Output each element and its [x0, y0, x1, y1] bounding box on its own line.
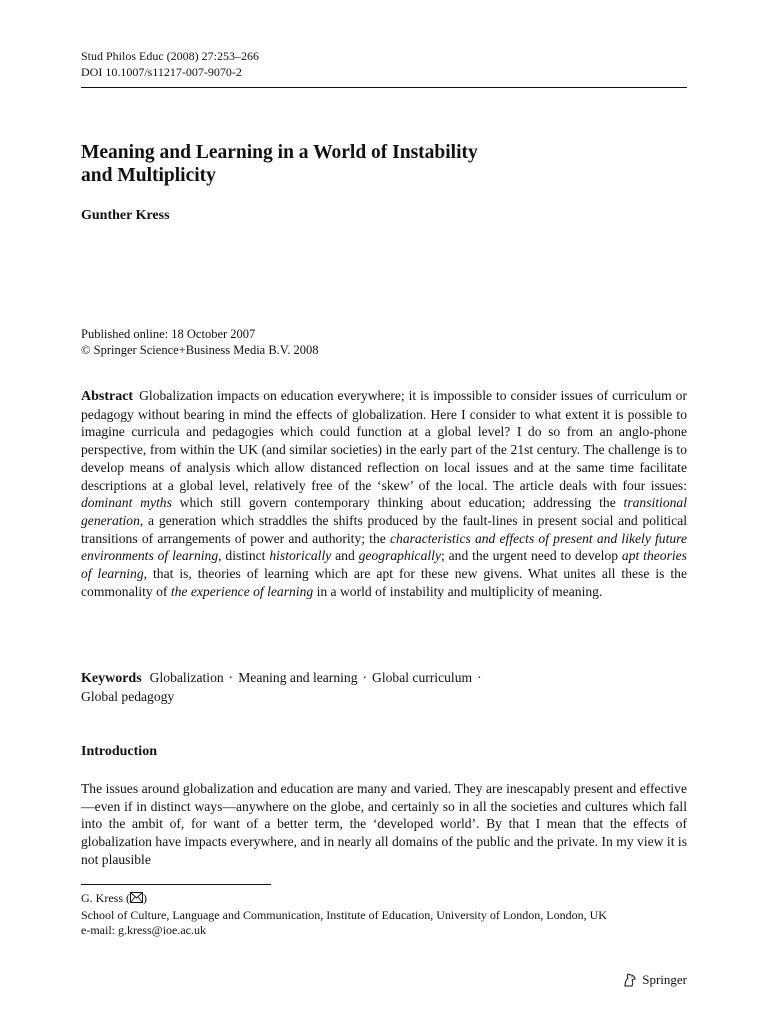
abstract-text: , distinct [218, 548, 270, 564]
abstract-emphasis: historically [269, 548, 332, 564]
keyword-separator: · [477, 670, 482, 685]
abstract-emphasis: the experience of learning [170, 583, 314, 599]
abstract-text: , that is, theories of learning which are apt for these new givens. What unites all these is the commonality of [81, 566, 687, 599]
author-name: Gunther Kress [81, 208, 170, 223]
abstract-emphasis: geographically [358, 548, 441, 564]
keyword: Global pedagogy [81, 688, 175, 704]
footnote-email: e-mail: g.kress@ioe.ac.uk [81, 923, 207, 937]
title-line-2: and Multiplicity [81, 165, 216, 186]
keyword: Globalization [149, 670, 224, 685]
keyword: Global curriculum [372, 670, 473, 685]
footnote-author-name: G. Kress ( [81, 891, 130, 905]
footnote-author-close: ) [143, 891, 147, 905]
introduction-paragraph: The issues around globalization and education are many and varied. They are inescapably present and effective—even if in distinct ways—anywhere on the globe, and certainly so in all the societies and cultures which fall into the ambit of, for want of a better term, the ‘developed world’. By that I mean that the effects of globalization have impacts everywhere, and in nearly all domains of the public and the private. In my view it is not plausible [81, 781, 687, 867]
keyword-separator: · [228, 670, 234, 685]
abstract-emphasis: dominant myths [81, 495, 172, 511]
abstract-emphasis: transitional generation [81, 495, 687, 528]
abstract-text: ; and the urgent need to develop [440, 548, 622, 564]
section-heading-introduction: Introduction [81, 744, 157, 759]
abstract [81, 387, 687, 600]
abstract-text: and [331, 548, 359, 564]
published-date: Published online: 18 October 2007 [81, 327, 256, 341]
keywords [81, 669, 687, 705]
doi: DOI 10.1007/s11217-007-9070-2 [81, 65, 242, 79]
abstract-text: Globalization impacts on education everywhere; it is impossible to consider issues of curriculum or pedagogy without bearing in mind the effects of globalization. Here I consider to what extent it is possible to imagine curricula and pedagogies which could function at a global level? I do so from an anglo-phone perspective, from within the UK (and similar societies) in the early part of the 21st century. The challenge is to develop means of analysis which allow distanced reflection on local issues and at the same time facilitate descriptions at a global level, relatively free of the ‘skew’ of the local. The article deals with four issues: [81, 388, 687, 493]
journal-header [81, 48, 259, 80]
abstract-label: Abstract [81, 389, 134, 404]
keywords-label: Keywords [81, 671, 142, 686]
abstract-text: , a generation which straddles the shifts produced by the fault-lines in present social and political transitions of arrangements of power and authority; the [81, 512, 687, 546]
footnote-rule [81, 884, 271, 885]
copyright: © Springer Science+Business Media B.V. 2008 [81, 343, 319, 357]
journal-citation: Stud Philos Educ (2008) 27:253–266 [81, 49, 260, 63]
abstract-text: which still govern contemporary thinking about education; addressing the [171, 495, 624, 511]
abstract-emphasis: characteristics and effects of present and likely future environments of learning [81, 530, 687, 564]
article-title [81, 141, 687, 187]
publisher-name: Springer [642, 972, 687, 987]
publisher-logo [622, 972, 687, 988]
keyword: Meaning and learning [238, 670, 358, 685]
publication-info [81, 326, 318, 358]
author-footnote [81, 891, 687, 939]
envelope-icon [130, 892, 143, 908]
keyword-separator: · [362, 670, 368, 685]
header-rule [81, 87, 687, 88]
footnote-author [81, 891, 687, 908]
footnote-affiliation: School of Culture, Language and Communication, Institute of Education, University of London, London, UK [81, 907, 607, 922]
springer-horse-icon [622, 972, 638, 988]
abstract-text: in a world of instability and multiplicity of meaning. [313, 583, 603, 599]
abstract-emphasis: apt theories of learning [81, 548, 687, 582]
title-line-1: Meaning and Learning in a World of Instability [81, 142, 478, 163]
